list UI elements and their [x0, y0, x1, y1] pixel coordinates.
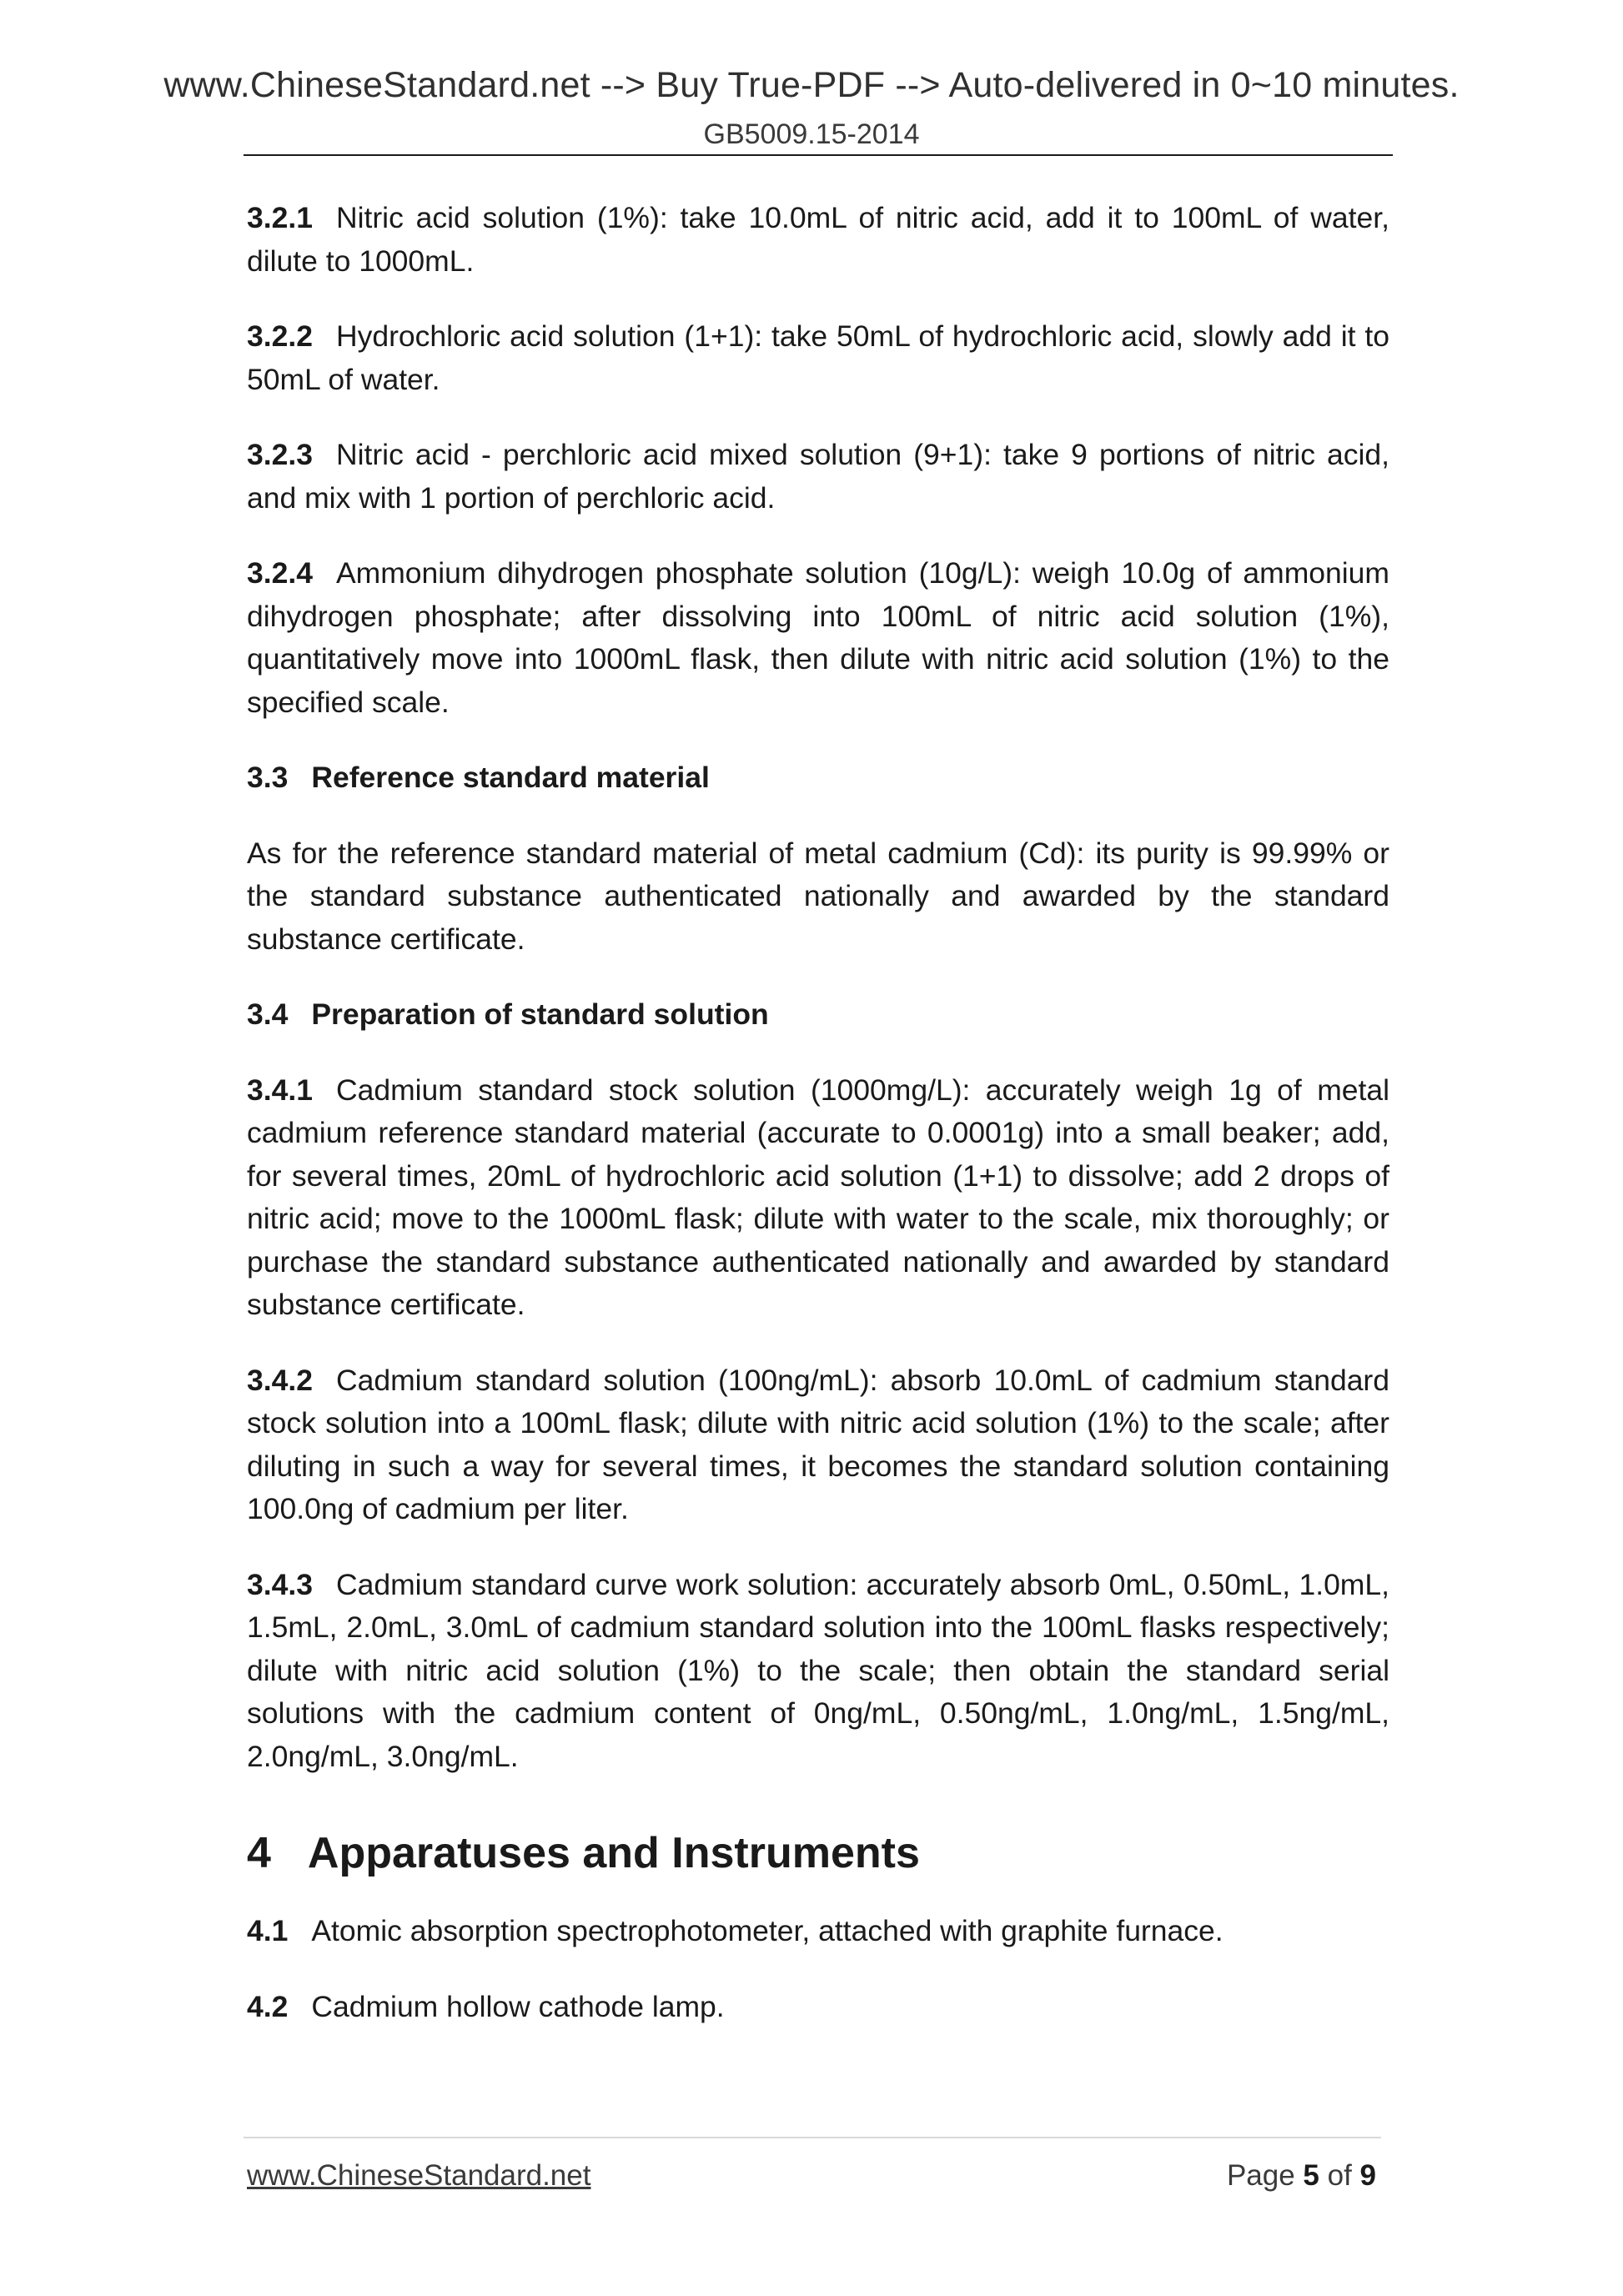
page-content — [247, 197, 1389, 2061]
clause-text: Cadmium standard curve work solution: accurately absorb 0mL, 0.50mL, 1.0mL, 1.5mL, 2.0mL, 3.0mL of cadmium standard solution into the 100mL flasks respectively; dilute with nitric acid solution (1%) to the scale; then obtain the standard serial solutions with the cadmium content of 0ng/mL, 0.50ng/mL, 1.0ng/mL, 1.5ng/mL, 2.0ng/mL, 3.0ng/mL. — [247, 1567, 1389, 1773]
heading-3-3 — [247, 756, 1389, 800]
header-rule — [244, 154, 1393, 156]
section-number: 4 — [247, 1829, 271, 1877]
top-banner[interactable]: www.ChineseStandard.net --> Buy True-PDF --> Auto-delivered in 0~10 minutes. — [163, 65, 1460, 105]
clause-number: 4.1 — [247, 1914, 289, 1947]
clause-3-3-body — [247, 832, 1389, 962]
clause-number: 3.2.1 — [247, 201, 313, 234]
page-indicator — [1227, 2159, 1376, 2193]
clause-number: 3.4.3 — [247, 1567, 313, 1601]
heading-text: Preparation of standard solution — [311, 997, 769, 1031]
clause-text: Nitric acid solution (1%): take 10.0mL of nitric acid, add it to 100mL of water, dilute to 1000mL. — [247, 201, 1389, 278]
section-4-heading — [247, 1826, 1389, 1880]
footer-website-link[interactable]: www.ChineseStandard.net — [247, 2159, 591, 2192]
clause-3-2-2 — [247, 315, 1389, 401]
clause-text: Nitric acid - perchloric acid mixed solution (9+1): take 9 portions of nitric acid, and mix with 1 portion of perchloric acid. — [247, 438, 1389, 515]
section-title: Apparatuses and Instruments — [307, 1829, 920, 1877]
clause-text: Ammonium dihydrogen phosphate solution (10g/L): weigh 10.0g of ammonium dihydrogen phosphate; after dissolving into 100mL of nitric acid solution (1%), quantitatively move into 1000mL flask, then dilute with nitric acid solution (1%) to the specified scale. — [247, 556, 1389, 719]
clause-number: 4.2 — [247, 1989, 289, 2023]
clause-3-4-1 — [247, 1069, 1389, 1327]
clause-number: 3.2.2 — [247, 319, 313, 353]
clause-3-4-3 — [247, 1564, 1389, 1779]
page-total: 9 — [1359, 2159, 1376, 2192]
clause-number: 3.2.4 — [247, 556, 313, 590]
page-prefix: Page — [1226, 2159, 1304, 2192]
clause-text: Cadmium standard stock solution (1000mg/L): accurately weigh 1g of metal cadmium reference standard material (accurate to 0.0001g) into a small beaker; add, for several times, 20mL of hydrochloric acid solution (1+1) to dissolve; add 2 drops of nitric acid; move to the 1000mL flask; dilute with water to the scale, mix thoroughly; or purchase the standard substance authenticated nationally and awarded by standard substance certificate. — [247, 1073, 1389, 1321]
clause-4-1 — [247, 1910, 1389, 1953]
page-of: of — [1319, 2159, 1360, 2192]
heading-3-4 — [247, 993, 1389, 1037]
heading-number: 3.3 — [247, 761, 289, 794]
clause-text: Cadmium standard solution (100ng/mL): absorb 10.0mL of cadmium standard stock solution into a 100mL flask; dilute with nitric acid solution (1%) to the scale; after diluting in such a way for several times, it becomes the standard solution containing 100.0ng of cadmium per liter. — [247, 1363, 1389, 1525]
clause-3-2-1 — [247, 197, 1389, 283]
clause-number: 3.4.1 — [247, 1073, 313, 1107]
heading-number: 3.4 — [247, 997, 289, 1031]
clause-number: 3.2.3 — [247, 438, 313, 471]
footer-rule — [244, 2137, 1381, 2138]
clause-text: Cadmium hollow cathode lamp. — [311, 1989, 725, 2023]
clause-text: As for the reference standard material of metal cadmium (Cd): its purity is 99.99% or the standard substance authenticated nationally and awarded by the standard substance certificate. — [247, 836, 1389, 956]
clause-3-2-3 — [247, 434, 1389, 520]
clause-4-2 — [247, 1986, 1389, 2029]
clause-text: Atomic absorption spectrophotometer, attached with graphite furnace. — [311, 1914, 1224, 1947]
clause-number: 3.4.2 — [247, 1363, 313, 1397]
document-code: GB5009.15-2014 — [703, 118, 920, 150]
heading-text: Reference standard material — [311, 761, 710, 794]
clause-3-4-2 — [247, 1359, 1389, 1531]
clause-text: Hydrochloric acid solution (1+1): take 50mL of hydrochloric acid, slowly add it to 50mL of water. — [247, 319, 1389, 396]
clause-3-2-4 — [247, 552, 1389, 724]
page-current: 5 — [1303, 2159, 1319, 2192]
